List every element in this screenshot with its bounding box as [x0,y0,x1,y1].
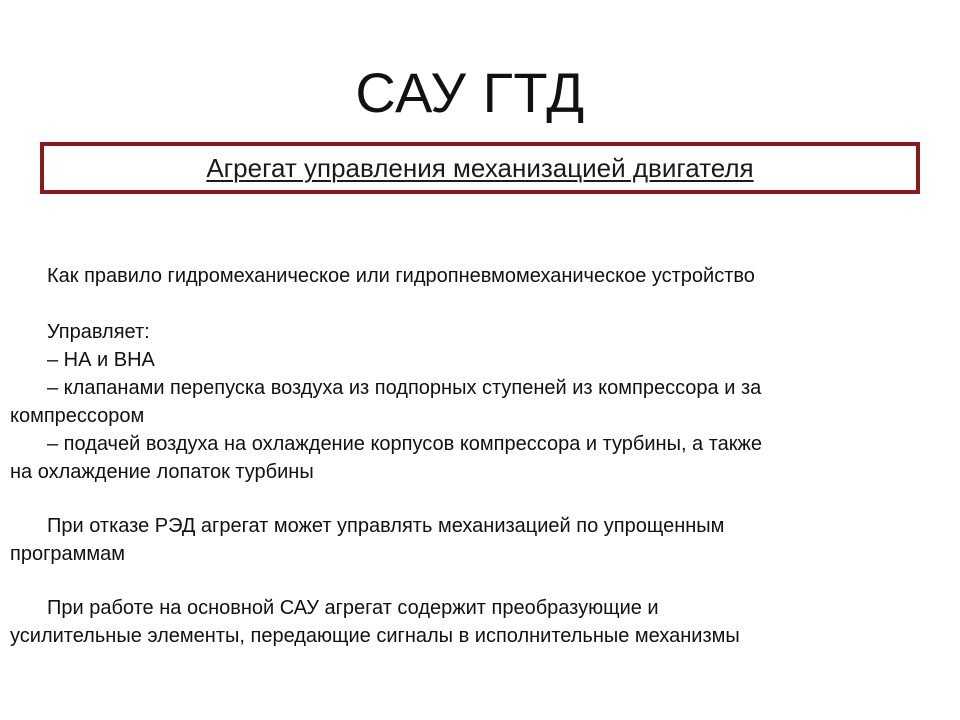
subtitle-frame [40,142,920,194]
paragraph-spacer [10,290,930,318]
controls-item-cooling-air-line1: – подачей воздуха на охлаждение корпусов компрессора и турбины, а также [47,433,763,455]
paragraph-spacer [10,486,930,512]
paragraph-spacer [10,568,930,594]
controls-item-na-vna: – НА и ВНА [47,349,155,371]
controls-heading: Управляет: [47,321,150,343]
slide-body [10,262,930,650]
slide-subtitle: Агрегат управления механизацией двигателя [206,153,754,183]
failure-paragraph-line1: При отказе РЭД агрегат может управлять механизацией по упрощенным [47,515,725,537]
slide-title: САУ ГТД [355,61,585,124]
controls-item-bleed-valves-line1: – клапанами перепуска воздуха из подпорных ступеней из компрессора и за [47,377,762,399]
failure-paragraph-line2: программам [10,543,125,565]
intro-paragraph: Как правило гидромеханическое или гидропневмомеханическое устройство [47,265,755,287]
main-mode-paragraph-line2: усилительные элементы, передающие сигналы в исполнительные механизмы [10,625,740,647]
controls-item-cooling-air-line2: на охлаждение лопаток турбины [10,461,314,483]
main-mode-paragraph-line1: При работе на основной САУ агрегат содержит преобразующие и [47,597,659,619]
controls-item-bleed-valves-line2: компрессором [10,405,145,427]
